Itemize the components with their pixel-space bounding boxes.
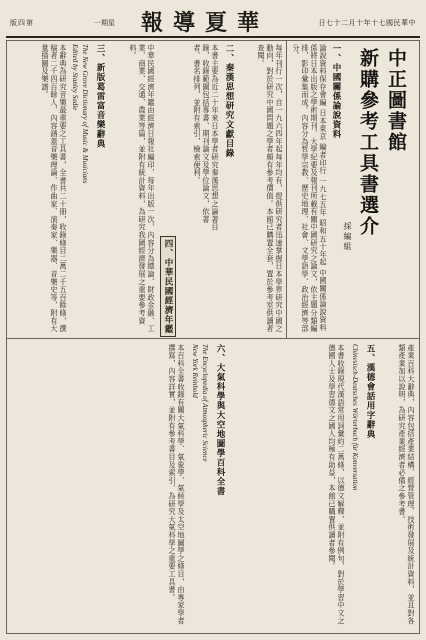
section-heading-5: 五、漢德會話用字辭典	[365, 344, 375, 439]
article-column-3: 本書主要為近二十年來日本學者研究秦漢思想之論著目錄，收錄範圍包括專書、期刊論文及學位論文，依著者、書名排列，並附有索引，檢索便利。	[193, 44, 220, 232]
headline-line-1: 中正圖書館	[385, 48, 407, 153]
article-column-8: 產業百科大辭典，內容包括產業結構、經營管理、技術發展及統計資料，並且對各類產業加以說明，為研究產業經濟者必備之參考書。	[398, 344, 416, 625]
headline-line-2: 新購參考工具書選介	[357, 48, 379, 237]
grove-title-latin: The New Grove Dictionary of Music & Musicians	[81, 44, 89, 184]
middle-divider	[6, 338, 420, 339]
publication-date: 日七十二月十年十七國民華中	[318, 19, 416, 27]
section-heading-1: 一、中國關係論說資料	[331, 44, 341, 139]
article-author: 採編組	[343, 222, 352, 252]
section-heading-2: 二、秦漢思想研究文獻目錄	[224, 44, 234, 158]
issue-weekday: 一期星	[94, 19, 115, 27]
article-column-7: 本百科全書收錄有關大氣科學、氣象學、氣候學及太空地圖學之條目，由專家學者撰寫，內容詳實，並附有參考書目及索引，為研究大氣科學之重要工具書。	[168, 344, 186, 625]
newspaper-title: 報導夏華	[141, 10, 270, 36]
section-heading-6: 六、大氣科學與大空地圖學百科全書	[215, 344, 225, 496]
column-divider-top	[286, 40, 287, 338]
encyclopedia-title-latin: The Encyclopedia of Atmospheric Science	[201, 344, 209, 462]
masthead	[6, 6, 420, 38]
article-column-6: 本書收錄現代漢語常用詞彙約二萬條，以德文解釋，並附有例句，對於學習中文之德國人士及學習德文之國人均極有助益，本館已購置供讀者參閱。	[328, 344, 346, 625]
article-column-5: 中華民國經濟年鑑由經濟日報社編印，每年出版一次，內容分為總論、財政金融、工業、商業、交通、農業等篇，並附有統計資料，為研究我國經濟發展之重要參考資料。	[129, 44, 156, 333]
article-column-4: 本辭典為研究音樂最重要之工具書，全書共二十冊，收錄條目二萬二千五百餘條，撰稿者二千四百餘人，內容涵蓋音樂理論、作曲家、演奏家、樂器、音樂史等，附有大量插圖及樂譜。	[41, 44, 68, 333]
section-heading-3: 三、新版葛雷富音樂辭典	[95, 44, 105, 149]
chinese-german-latin: Chinesisch-Deutsches Wörterbuch für Konversation	[351, 344, 359, 491]
article-column-2: 每年刊行一次，自一九六四年起每年均有，提供研究者迅速掌握日本學界研究中國之動向，對於研究中國問題之學者頗有參考價值。本館已購置全套，置於參考室供讀者查閱。	[257, 44, 284, 333]
edition-number: 版四第	[10, 19, 34, 27]
grove-editor-latin: Edited by Stanley Sadie	[71, 44, 79, 111]
encyclopedia-publisher-latin: New York Reinhold	[191, 344, 199, 398]
article-column-1: 論說資料保存會編 日本東京 編者印行 一九七五年 昭和五十年起 中國關係論說資料係將日本出版之學術期刊、大學紀要及報刊所載有關中國研究之論文，依主題分類編排，影印彙集而成。內容分為哲學宗教、歷史地理、社會、文學語學、政治經濟等部分。	[292, 44, 328, 333]
section-heading-4: 四、中華民國經濟年鑑	[160, 236, 176, 337]
